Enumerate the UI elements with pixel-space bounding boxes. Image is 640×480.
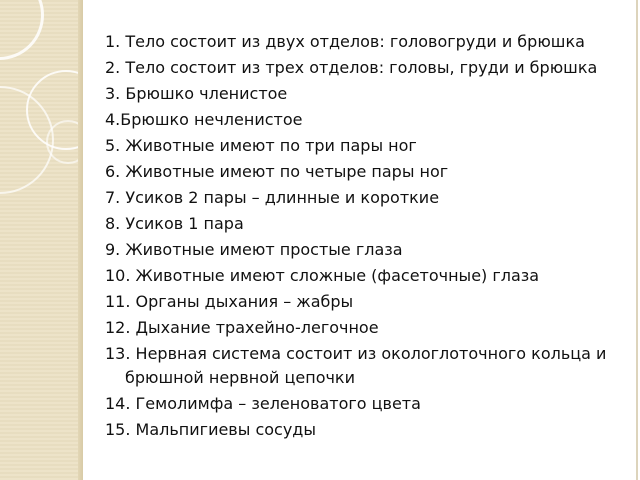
decorative-side-panel — [0, 0, 83, 480]
list-item: 13. Нервная система состоит из окологлоточного кольца и брюшной нервной цепочки — [105, 344, 607, 387]
list-item: 1. Тело состоит из двух отделов: головогруди и брюшка — [105, 32, 585, 51]
list-item: 3. Брюшко членистое — [105, 84, 288, 103]
list-item: 12. Дыхание трахейно-легочное — [105, 318, 379, 337]
decorative-ring — [0, 0, 44, 60]
list-item: 9. Животные имеют простые глаза — [105, 240, 403, 259]
list-item: 10. Животные имеют сложные (фасеточные) глаза — [105, 266, 540, 285]
list-item: 14. Гемолимфа – зеленоватого цвета — [105, 394, 421, 413]
panel-divider — [78, 0, 83, 480]
list-item: 8. Усиков 1 пара — [105, 214, 244, 233]
list-item: 7. Усиков 2 пары – длинные и короткие — [105, 188, 440, 207]
right-border-line — [636, 0, 638, 480]
list-item: 15. Мальпигиевы сосуды — [105, 420, 316, 439]
list-item: 5. Животные имеют по три пары ног — [105, 136, 417, 155]
list-item: 2. Тело состоит из трех отделов: головы, груди и брюшка — [105, 58, 598, 77]
statement-list — [105, 30, 633, 444]
list-item: 4.Брюшко нечленистое — [105, 110, 303, 129]
list-item: 11. Органы дыхания – жабры — [105, 292, 354, 311]
list-item: 6. Животные имеют по четыре пары ног — [105, 162, 449, 181]
